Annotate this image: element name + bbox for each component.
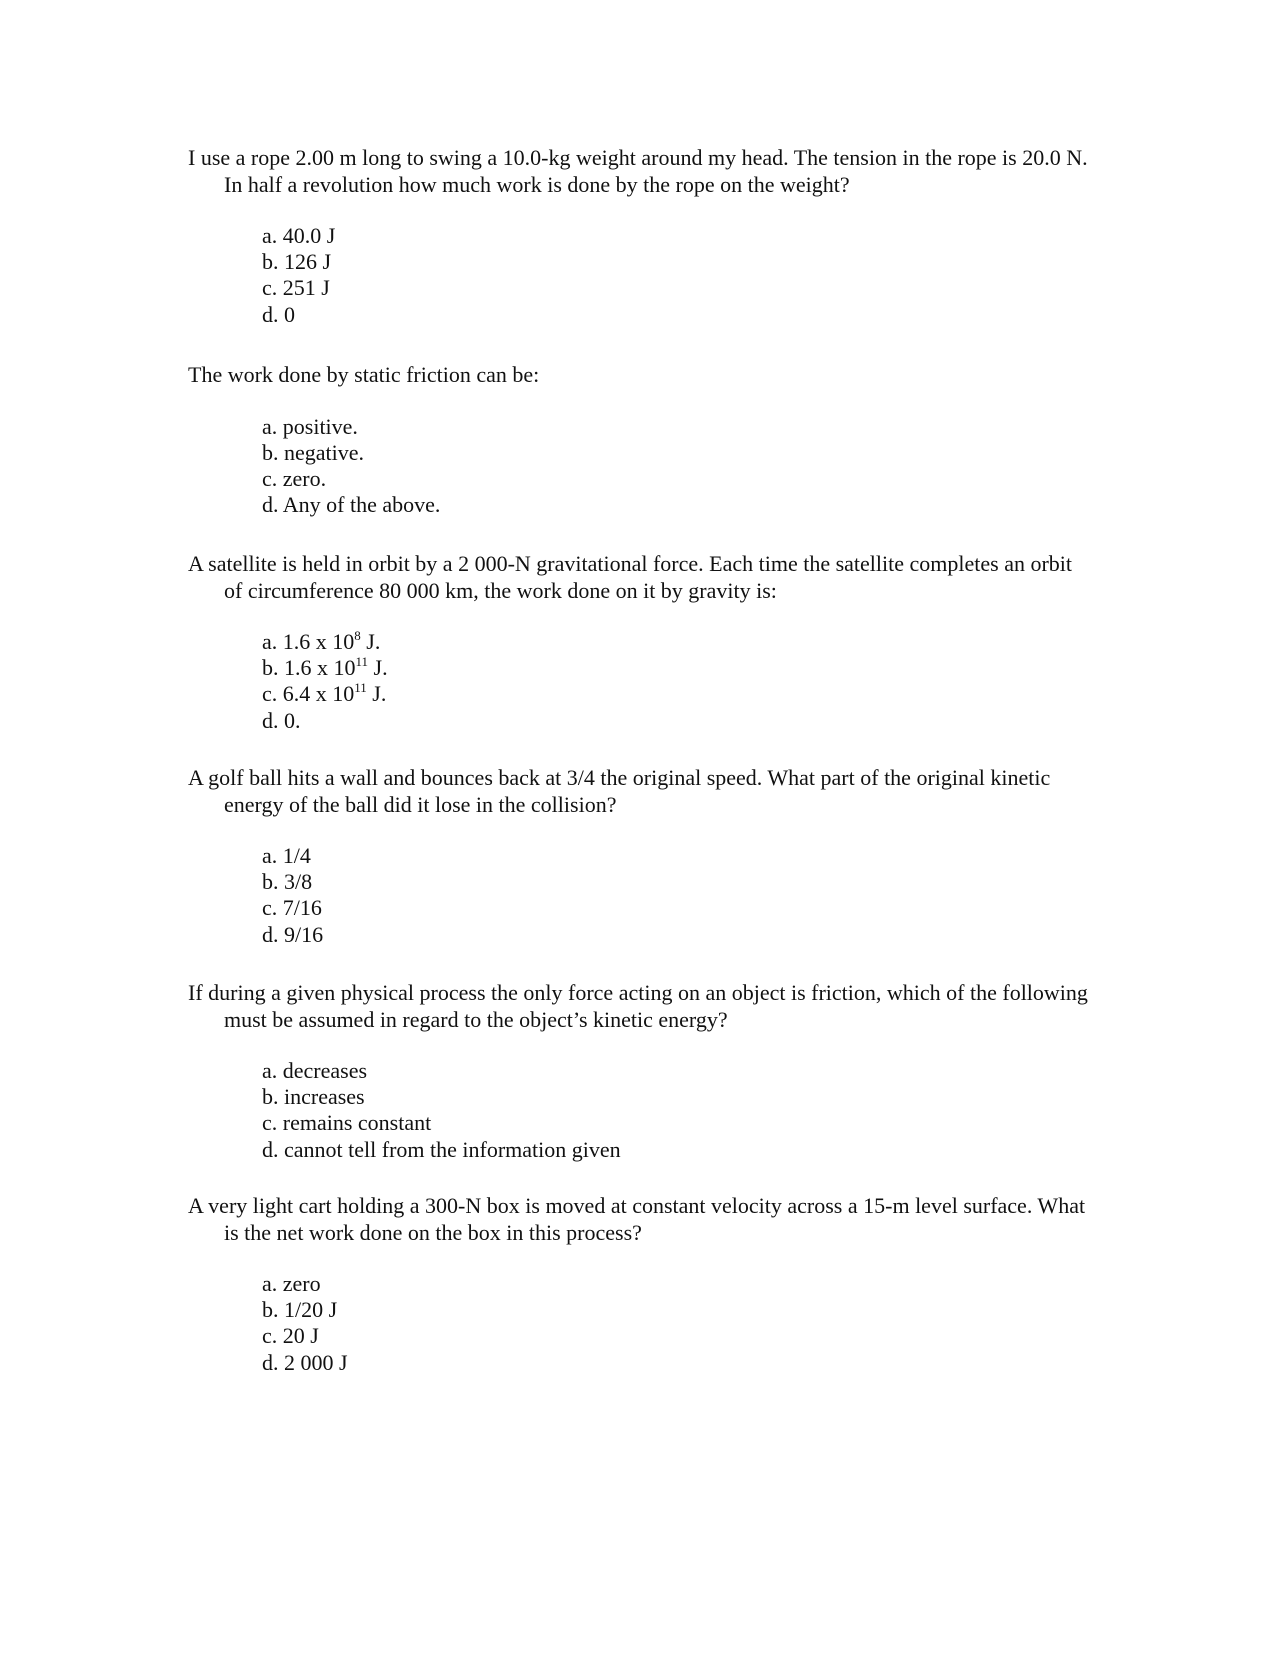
question-5 [188,980,1088,1163]
choice-a: a. decreases [262,1058,368,1083]
choice-d: d. 9/16 [262,921,324,947]
choice-a: a. zero [262,1271,321,1296]
question-stem: A very light cart holding a 300-N box is moved at constant velocity across a 15-m level surface. What is the net work done on the box in this process? [188,1193,1086,1245]
question-2 [188,362,1088,518]
answer-choices [262,843,1088,948]
choice-c: c. zero. [262,465,327,491]
choice-d: d. Any of the above. [262,492,441,518]
question-3 [188,551,1088,734]
question-stem: A satellite is held in orbit by a 2 000-N gravitational force. Each time the satellite completes an orbit of circumference 80 000 km, the work done on it by gravity is: [188,551,1073,603]
answer-choices [262,1058,1088,1163]
choice-b: b. 126 J [262,249,332,275]
choice-a: a. 1.6 x $10^8$ J. [262,628,381,654]
choice-c: c. 6.4 x $10^{11}$ J. [262,680,387,707]
choice-b: b. increases [262,1084,365,1110]
question-stem: If during a given physical process the only force acting on an object is friction, which of the following must be assumed in regard to the object’s kinetic energy? [188,980,1088,1032]
choice-b: b. 3/8 [262,869,313,895]
choice-d: d. 2 000 J [262,1349,348,1375]
answer-choices [262,223,1088,328]
choice-b: b. negative. [262,439,365,465]
choice-a: a. positive. [262,413,358,439]
answer-choices [262,414,1088,519]
choice-b: b. 1/20 J [262,1297,338,1323]
question-stem: I use a rope 2.00 m long to swing a 10.0-kg weight around my head. The tension in the rope is 20.0 N. In half a revolution how much work is done by the rope on the weight? [188,145,1088,197]
question-4 [188,765,1088,948]
choice-a: a. 40.0 J [262,223,336,248]
choice-d: d. cannot tell from the information given [262,1136,621,1162]
choice-a: a. 1/4 [262,843,311,868]
choice-c: c. 20 J [262,1323,319,1349]
choice-c: c. 251 J [262,275,330,301]
choice-d: d. 0. [262,707,301,733]
question-stem: A golf ball hits a wall and bounces back at 3/4 the original speed. What part of the original kinetic energy of the ball did it lose in the collision? [188,765,1051,817]
answer-choices [262,1271,1088,1376]
choice-d: d. 0 [262,301,295,327]
question-1 [188,145,1088,328]
choice-c: c. remains constant [262,1110,432,1136]
question-6 [188,1193,1088,1376]
answer-choices [262,629,1088,734]
question-stem: The work done by static friction can be: [188,362,540,387]
choice-c: c. 7/16 [262,895,322,921]
choice-b: b. 1.6 x $10^{11}$ J. [262,654,388,681]
